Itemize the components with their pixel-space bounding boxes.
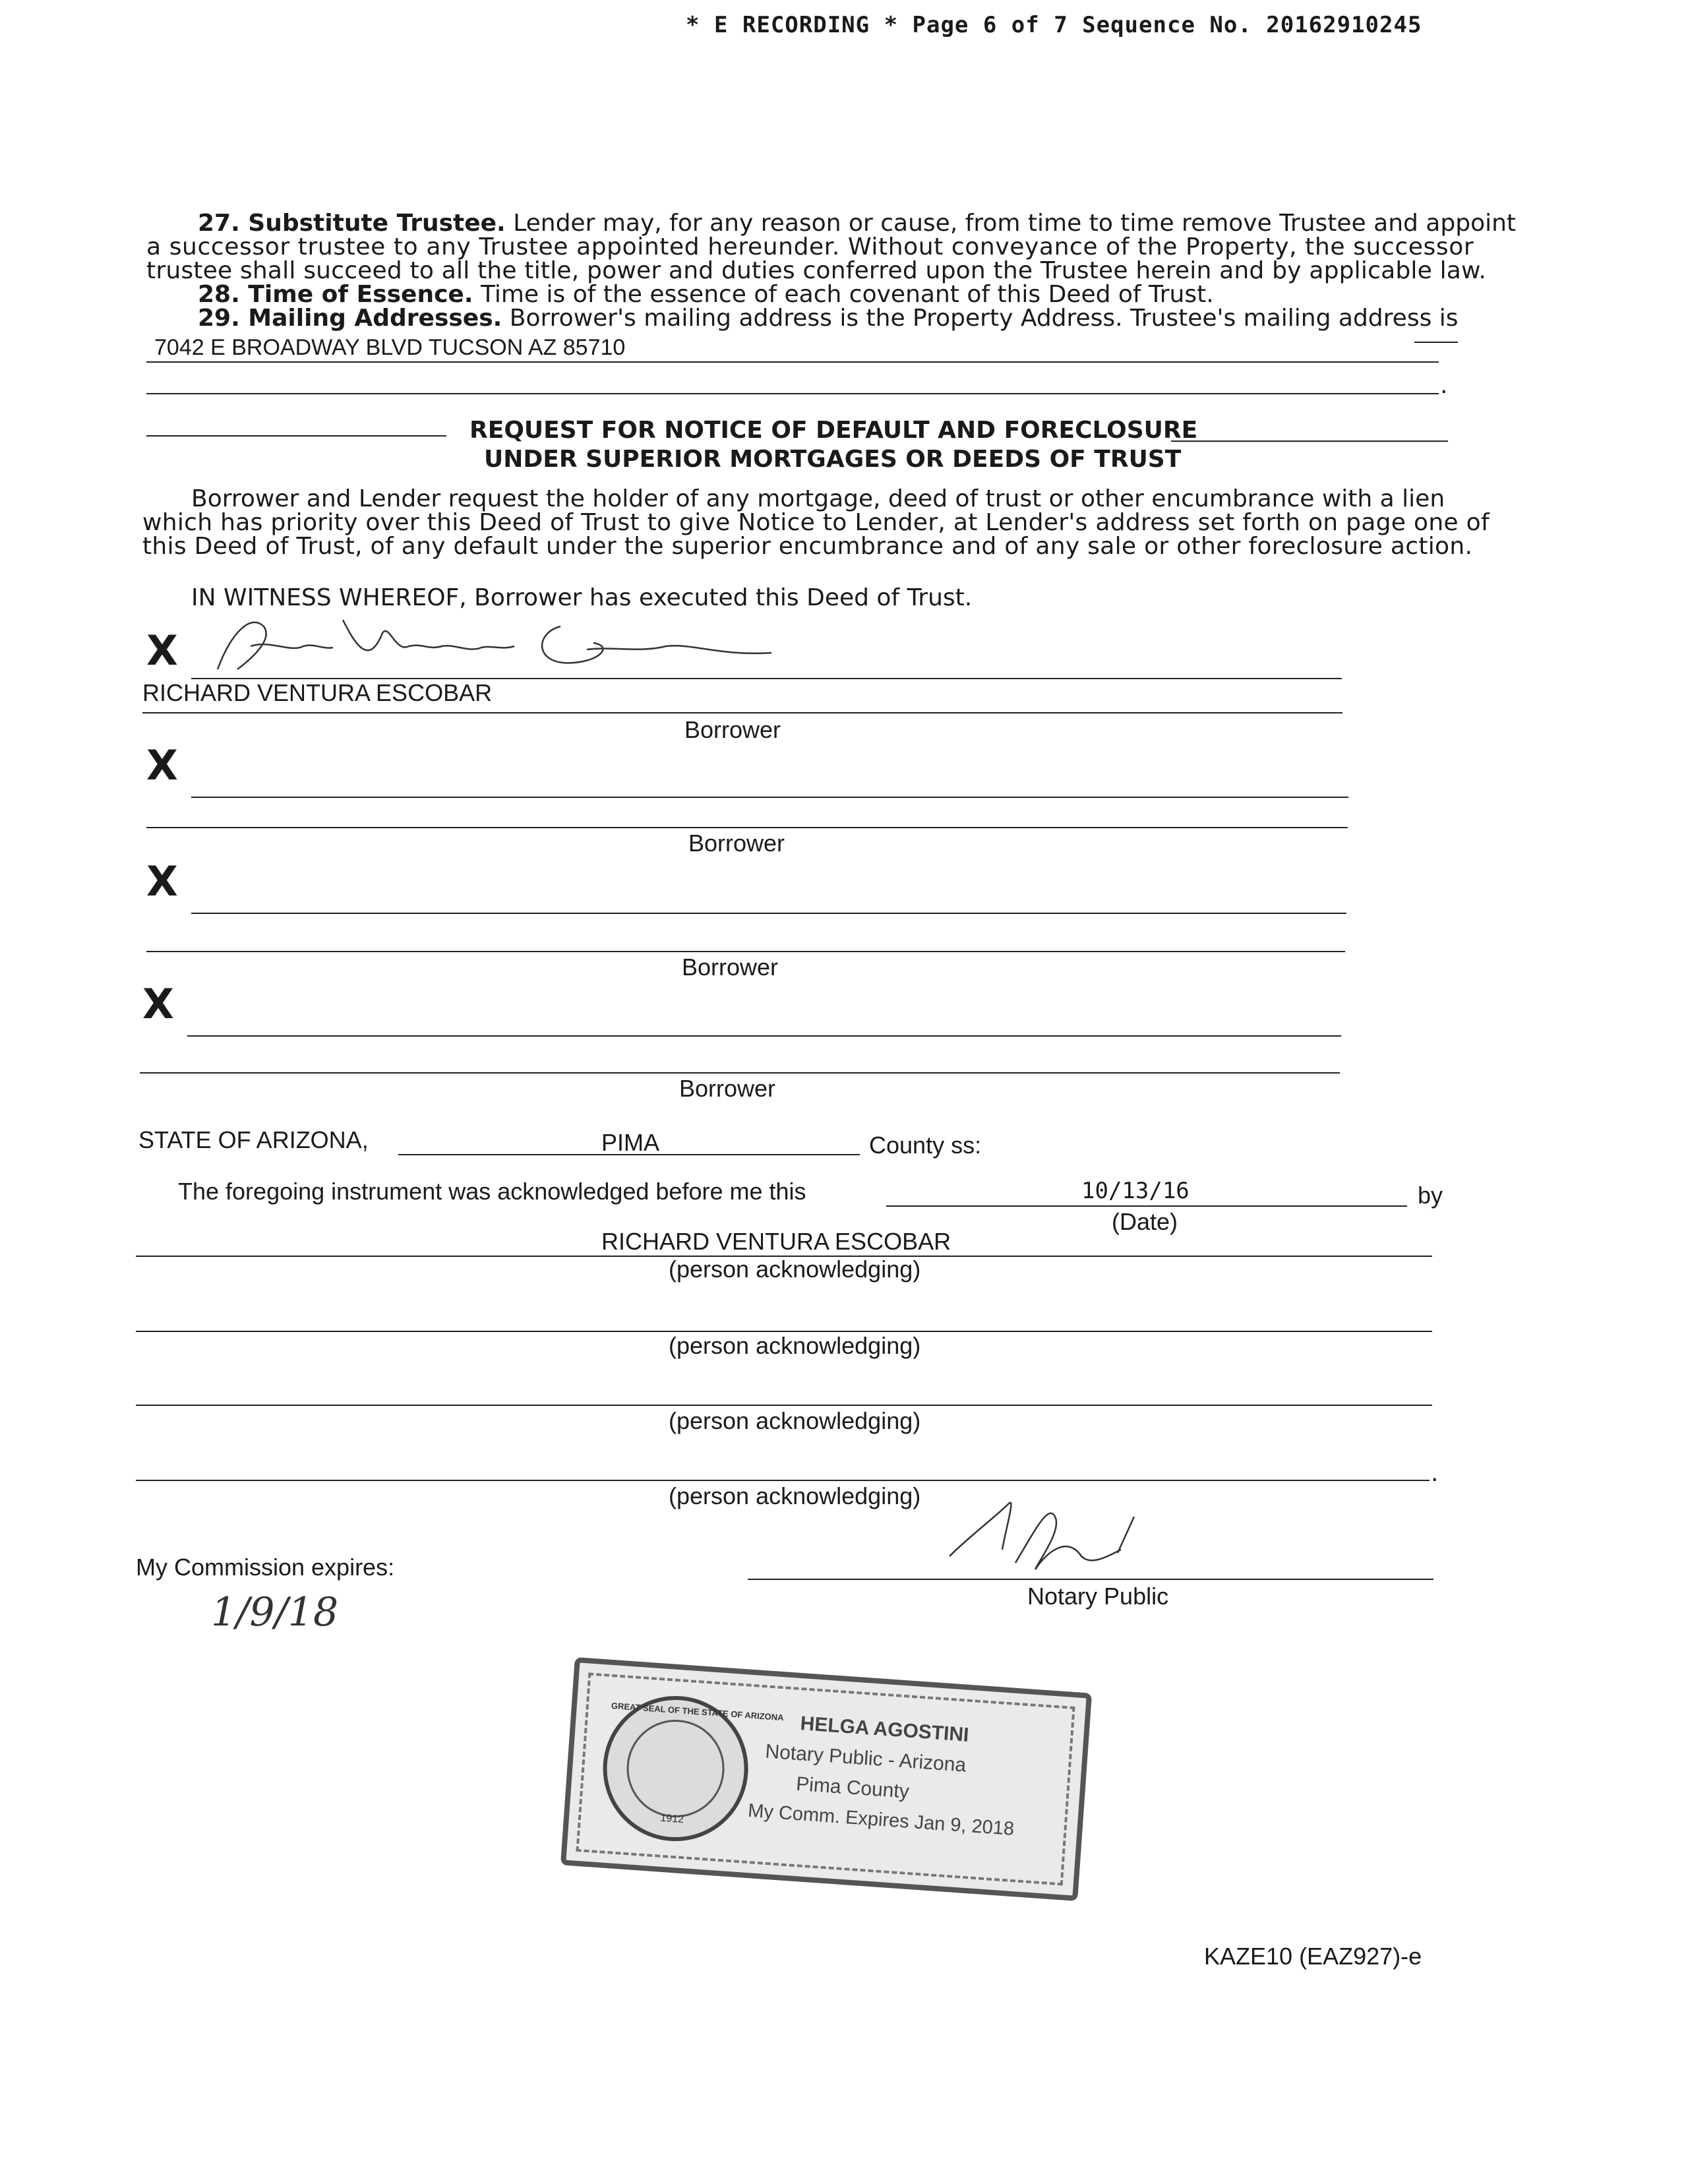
date-caption: (Date) bbox=[1112, 1208, 1178, 1235]
section-28 bbox=[198, 282, 1214, 307]
trustee-address: 7042 E BROADWAY BLVD TUCSON AZ 85710 bbox=[154, 335, 626, 360]
borrower-signature bbox=[191, 607, 824, 686]
borrower-label-3: Borrower bbox=[682, 954, 779, 981]
section-27-line-1 bbox=[198, 211, 1516, 236]
borrower-label-4: Borrower bbox=[679, 1075, 776, 1102]
request-paragraph-line-3: this Deed of Trust, of any default under the superior encumbrance and of any sale or other foreclosure action. bbox=[142, 533, 1473, 560]
signature-mark-4: X bbox=[142, 980, 174, 1028]
seal-county: Pima County bbox=[795, 1773, 910, 1803]
person-line-3 bbox=[136, 1405, 1432, 1406]
acknowledgment-text: The foregoing instrument was acknowledged before me this bbox=[178, 1178, 806, 1205]
person-acknowledging-name: RICHARD VENTURA ESCOBAR bbox=[601, 1228, 951, 1255]
section-29 bbox=[198, 306, 1459, 331]
seal-expiration: My Comm. Expires Jan 9, 2018 bbox=[747, 1800, 1015, 1840]
request-rule-left bbox=[146, 435, 446, 437]
recording-header: * E RECORDING * Page 6 of 7 Sequence No. 20162910245 bbox=[686, 12, 1422, 38]
county-line bbox=[398, 1154, 860, 1155]
form-code: KAZE10 (EAZ927)-e bbox=[1204, 1943, 1422, 1970]
state-label: STATE OF ARIZONA, bbox=[138, 1126, 369, 1153]
person-caption-2: (person acknowledging) bbox=[669, 1332, 921, 1359]
commission-label: My Commission expires: bbox=[136, 1554, 395, 1581]
notary-signature bbox=[936, 1490, 1160, 1583]
request-title-line-2: UNDER SUPERIOR MORTGAGES OR DEEDS OF TRUST bbox=[484, 446, 1182, 473]
seal-notary-name: HELGA AGOSTINI bbox=[799, 1713, 970, 1746]
notary-seal bbox=[560, 1657, 1092, 1901]
signer-name: RICHARD VENTURA ESCOBAR bbox=[142, 679, 493, 706]
section-28-text: Time is of the essence of each covenant of this Deed of Trust. bbox=[480, 281, 1214, 308]
county-value: PIMA bbox=[601, 1129, 660, 1156]
person-line-4-period: . bbox=[1431, 1460, 1439, 1487]
trustee-address-line-1 bbox=[146, 361, 1439, 363]
commission-date-handwritten: 1/9/18 bbox=[211, 1589, 339, 1635]
signature-mark-1: X bbox=[146, 626, 178, 675]
borrower-label-1: Borrower bbox=[684, 716, 781, 743]
borrower-label-2: Borrower bbox=[688, 830, 785, 857]
signature-line-2 bbox=[191, 797, 1348, 798]
person-caption-3: (person acknowledging) bbox=[669, 1407, 921, 1434]
signature-mark-3: X bbox=[146, 857, 178, 905]
section-28-title: 28. Time of Essence. bbox=[198, 281, 473, 308]
signature-mark-2: X bbox=[146, 741, 178, 789]
seal-notary-title: Notary Public - Arizona bbox=[764, 1740, 967, 1776]
seal-ring-text: GREAT SEAL OF THE STATE OF ARIZONA bbox=[611, 1701, 785, 1723]
notary-public-label: Notary Public bbox=[1027, 1583, 1169, 1610]
county-label: County ss: bbox=[869, 1132, 982, 1159]
trustee-address-line-2 bbox=[146, 393, 1439, 394]
signature-line-3 bbox=[191, 913, 1346, 914]
name-line-4 bbox=[140, 1072, 1340, 1074]
request-paragraph-line-1: Borrower and Lender request the holder of any mortgage, deed of trust or other encumbrance with a lien bbox=[191, 485, 1445, 512]
witness-statement: IN WITNESS WHEREOF, Borrower has executed this Deed of Trust. bbox=[191, 584, 973, 611]
by-label: by bbox=[1418, 1182, 1443, 1209]
person-line-4 bbox=[136, 1480, 1430, 1481]
name-line-1 bbox=[142, 712, 1342, 713]
notary-signature-line bbox=[748, 1579, 1433, 1580]
section-27-line-3: trustee shall succeed to all the title, power and duties conferred upon the Trustee herein and by applicable law. bbox=[146, 257, 1487, 284]
request-paragraph-line-2: which has priority over this Deed of Trust to give Notice to Lender, at Lender's address set forth on page one of bbox=[142, 509, 1490, 536]
section-27-title: 27. Substitute Trustee. bbox=[198, 210, 506, 237]
name-line-3 bbox=[146, 951, 1345, 952]
section-27-text: Lender may, for any reason or cause, from time to time remove Trustee and appoint bbox=[513, 210, 1517, 237]
request-title-line-1: REQUEST FOR NOTICE OF DEFAULT AND FORECLOSURE bbox=[469, 417, 1198, 444]
name-line-2 bbox=[146, 827, 1348, 828]
section-27-line-2: a successor trustee to any Trustee appointed hereunder. Without conveyance of the Property, the successor bbox=[146, 233, 1474, 260]
person-caption-4: (person acknowledging) bbox=[669, 1482, 921, 1509]
trustee-address-period: . bbox=[1440, 372, 1448, 399]
seal-year: 1912 bbox=[659, 1812, 684, 1826]
section-29-text: Borrower's mailing address is the Property Address. Trustee's mailing address is bbox=[509, 305, 1459, 332]
acknowledgment-date: 10/13/16 bbox=[1081, 1178, 1190, 1204]
signature-line-4 bbox=[187, 1035, 1341, 1037]
trustee-address-blank-start bbox=[1414, 342, 1458, 343]
person-caption-1: (person acknowledging) bbox=[669, 1256, 921, 1283]
request-rule-right bbox=[1171, 440, 1448, 442]
section-29-title: 29. Mailing Addresses. bbox=[198, 305, 502, 332]
date-line bbox=[886, 1205, 1407, 1207]
